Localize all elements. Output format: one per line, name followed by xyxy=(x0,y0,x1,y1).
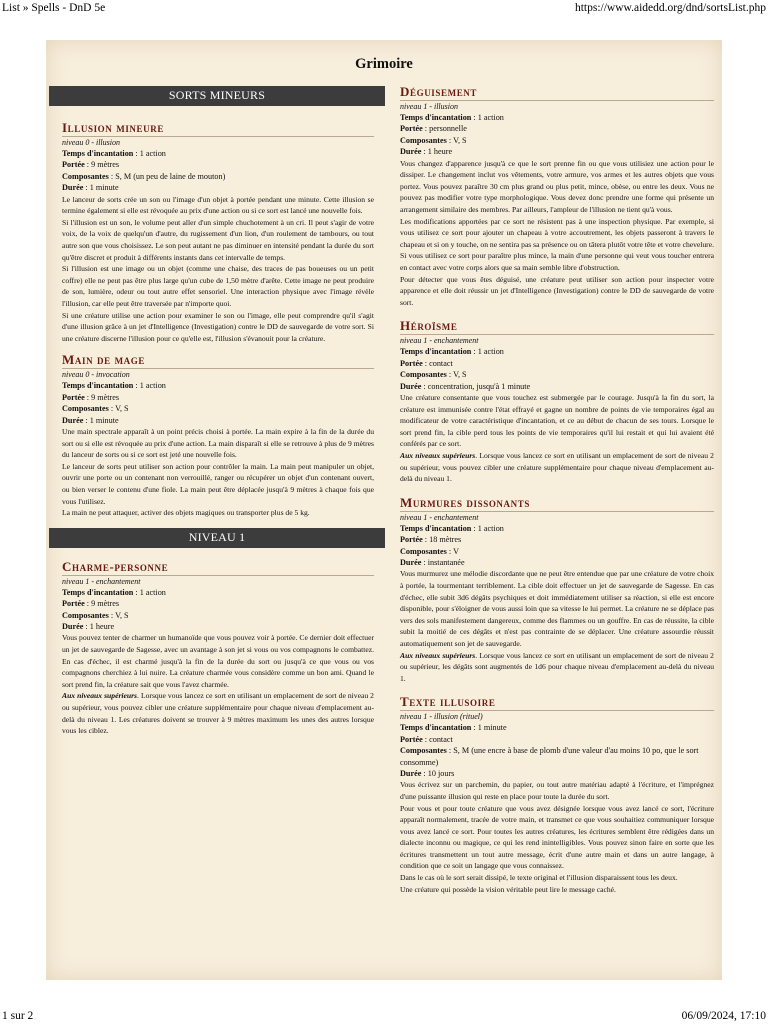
spell-description xyxy=(62,426,374,519)
print-footer xyxy=(0,1008,768,1024)
description-paragraph: Pour vous et pour toute créature que vous avez désignée lorsque vous avez lancé ce sort, l'écriture apparaît normalement, tracée de votre main, et transmet ce que vous souhaitiez communiquer lorsque vous avez lancé ce sort. Pour toutes les autres créatures, les écritures semblent être rédigées dans un dialecte inconnu ou magique, ce qui les rend inintelligibles. Vous pouvez sinon faire en sorte que les écritures transmettent un tout autre message, écrit d'une autre main et dans un autre langage, à condition que ce soit un langage que vous connaissez. xyxy=(400,803,714,871)
description-paragraph: Vous écrivez sur un parchemin, du papier, ou tout autre matériau adapté à l'écriture, et l'imprégnez d'une puissante illusion qui reste en place pour toute la durée du sort. xyxy=(400,780,714,801)
stat-label: Composantes xyxy=(62,171,109,181)
stat-label: Composantes xyxy=(400,370,447,380)
print-header-url: https://www.aidedd.org/dnd/sortsList.php xyxy=(574,2,766,14)
stat-value: V, S xyxy=(115,610,129,620)
stat-value: 1 minute xyxy=(89,415,119,425)
casting-time-row: Temps d'incantation : 1 action xyxy=(400,523,504,533)
casting-time-row: Temps d'incantation : 1 action xyxy=(62,149,166,158)
spell-name: Illusion mineure xyxy=(62,120,374,137)
description-paragraph: Vous murmurez une mélodie discordante que ne peut être entendue que par une créature de votre choix à portée, la tourmentant terriblement. La cible doit effectuer un jet de sauvegarde de Sagesse. En cas d'échec, elle subit 3d6 dégâts psychiques et doit immédiatement utiliser sa réaction, si elle est encore disponible, pour s'éloigner de vous aussi loin que sa vitesse le lui permet. La créature ne se déplace pas vers des sols manifestement dangereux, comme des flammes ou un gouffre. En cas de réussite, la cible subit la moitié de ces dégâts et n'est pas contrainte de se déplacer. Une créature assourdie réussit automatiquement son jet de sauvegarde. xyxy=(400,569,714,648)
stat-value: concentration, jusqu'à 1 minute xyxy=(427,381,531,391)
description-paragraph: Une créature qui possède la vision véritable peut lire le message caché. xyxy=(400,884,616,894)
spell-name: Charme-personne xyxy=(62,559,374,576)
spell-card-texte-illusoire xyxy=(400,694,714,895)
stat-value: S, M (un peu de laine de mouton) xyxy=(115,171,226,181)
higher-levels-paragraph xyxy=(62,690,374,736)
stat-value: 1 heure xyxy=(427,147,453,157)
components-row: Composantes : V xyxy=(400,546,460,556)
print-header xyxy=(0,0,768,16)
duration-row: Durée : 10 jours xyxy=(400,768,455,778)
higher-levels-text: . Lorsque vous lancez ce sort en utilisant un emplacement de sort de niveau 2 ou supérieur, vous pouvez cibler une créature supplémentaire pour chaque niveau d'emplacement au-delà du niveau 1. xyxy=(400,450,714,484)
stat-value: 1 action xyxy=(139,381,166,391)
higher-levels-text: . Lorsque vous lancez ce sort en utilisant un emplacement de sort de niveau 2 ou supérieur, vous pouvez cibler une créature supplémentaire pour chaque niveau d'emplacement au-delà du niveau 1. Les créatures doivent se trouver à 9 mètres maximum les unes des autres lorsque vous les ciblez. xyxy=(62,691,374,736)
stat-value: 1 action xyxy=(477,113,504,122)
print-header-title: List » Spells - DnD 5e xyxy=(2,2,106,14)
casting-time-row: Temps d'incantation : 1 action xyxy=(400,113,504,122)
components-row: Composantes : S, M (une encre à base de plomb d'une valeur d'au moins 10 po, que le sort consomme) xyxy=(400,746,699,767)
stat-label: Portée xyxy=(62,392,85,402)
stat-label: Composantes xyxy=(400,546,447,556)
description-paragraph: Si l'illusion est un son, le volume peut aller d'un simple chuchotement à un cri. Il peut s'agir de votre voix, de la voix de quelqu'un d'autre, du rugissement d'un lion, d'un roulement de tambours, ou tout autre son que vous choisissez. Le son peut autant ne pas diminuer en intensité pendant la durée du sort qu'être discret et produit à différents instants dans cet intervalle de temps. xyxy=(62,217,374,262)
spell-name: Déguisement xyxy=(400,84,714,101)
description-paragraph: Vous pouvez tenter de charmer un humanoïde que vous pouvez voir à portée. Ce dernier doit effectuer un jet de sauvegarde de Sagesse, avec un avantage à son jet si vous ou vos compagnons le combattez. En cas d'échec, il est charmé jusqu'à la fin de la durée du sort ou jusqu'à ce que vous ou vos compagnons cherchiez à lui nuire. La créature charmée vous considère comme un bon ami. Quand le sort prend fin, la créature sait que vous l'avez charmée. xyxy=(62,633,374,689)
higher-levels-text: . Lorsque vous lancez ce sort en utilisant un emplacement de sort de niveau 2 ou supérieur, les dégâts sont augmentés de 1d6 pour chaque niveau d'emplacement au-delà du niveau 1. xyxy=(400,650,714,683)
stat-value: 1 action xyxy=(477,523,504,533)
section-bar-cantrips: SORTS MINEURS xyxy=(49,86,385,106)
right-column xyxy=(400,84,714,895)
range-row: Portée : 18 mètres xyxy=(400,535,462,545)
left-column xyxy=(49,86,382,737)
stat-value: V xyxy=(453,546,460,556)
spell-description xyxy=(62,194,374,345)
stat-value: instantanée xyxy=(427,557,465,567)
duration-row: Durée : 1 heure xyxy=(62,621,115,631)
spell-level: niveau 0 - invocation xyxy=(62,370,130,380)
stat-label: Temps d'incantation xyxy=(400,723,472,733)
stat-value: V, S xyxy=(115,404,129,414)
duration-row: Durée : concentration, jusqu'à 1 minute xyxy=(400,381,531,391)
spell-name: Héroïsme xyxy=(400,318,714,335)
stat-label: Durée xyxy=(400,147,422,157)
stat-value: contact xyxy=(429,358,453,368)
stat-label: Temps d'incantation xyxy=(62,149,134,158)
range-row: Portée : contact xyxy=(400,358,453,368)
spell-description xyxy=(400,568,714,684)
spell-card-illusion-mineure xyxy=(49,120,382,344)
spell-description xyxy=(400,779,714,895)
stat-label: Durée xyxy=(400,557,422,567)
spell-description xyxy=(62,632,374,736)
description-paragraph: Vous changez d'apparence jusqu'à ce que le sort prenne fin ou que vous utilisiez une action pour le dissiper. Le changement inclut vos vêtements, votre armure, vos armes et les autres objets que vous portez. Vous pouvez paraître 30 cm plus grand ou plus petit, mince, obèse, ou entre les deux. Vous ne pouvez pas modifier votre type morphologique. Vous devez donc prendre une forme qui présente un arrangement similaire des membres. Par ailleurs, l'ampleur de l'illusion ne tient qu'à vous. xyxy=(400,158,714,214)
description-paragraph: Le lanceur de sorts peut utiliser son action pour contrôler la main. La main peut manipuler un objet, ouvrir une porte ou un contenant non verrouillé, ranger ou récupérer un objet d'un contenant ouvert, ou bien verser le contenu d'une fiole. La main peut être déplacée jusqu'à 9 mètres à chaque fois que vous l'utilisez. xyxy=(62,461,374,506)
spell-level: niveau 1 - enchantement xyxy=(62,576,141,586)
spell-description xyxy=(400,392,714,485)
components-row: Composantes : V, S xyxy=(400,370,467,380)
spell-level: niveau 0 - illusion xyxy=(62,138,120,147)
spell-card-heroisme xyxy=(400,318,714,484)
spell-card-murmures-dissonants xyxy=(400,495,714,685)
spell-card-deguisement xyxy=(400,84,714,308)
spell-name: Murmures dissonants xyxy=(400,495,714,512)
higher-levels-paragraph xyxy=(400,650,714,685)
stat-label: Temps d'incantation xyxy=(400,113,472,122)
stat-label: Composantes xyxy=(400,135,447,145)
stat-label: Composantes xyxy=(62,404,109,414)
section-bar-level1: NIVEAU 1 xyxy=(49,528,385,548)
duration-row: Durée : instantanée xyxy=(400,557,465,567)
components-row: Composantes : S, M (un peu de laine de mouton) xyxy=(62,171,226,181)
description-paragraph: Si l'illusion est une image ou un objet (comme une chaise, des traces de pas boueuses ou un petit coffre) elle ne peut pas être plus large qu'un cube de 1,50 mètre d'arête. Cette image ne peut produire de son, lumière, odeur ou tout autre effet sensoriel. Une interaction physique avec l'image révèle l'illusion, car elle peut être traversée par n'importe quoi. xyxy=(62,264,374,308)
range-row: Portée : personnelle xyxy=(400,124,467,134)
description-paragraph: Les modifications apportées par ce sort ne résistent pas à une inspection physique. Par exemple, si vous utilisez ce sort pour ajouter un chapeau à votre accoutrement, les objets passeront à travers le chapeau et si on y touche, on ne sentira pas sa présence ou on tâtera plutôt votre tête et votre chevelure. Si vous utilisez ce sort pour paraître plus mince, la main d'une personne qui veut vous toucher entrera en contact avec votre corps alors que sa main semble libre d'obstruction. xyxy=(400,216,714,272)
spell-name: Main de mage xyxy=(62,352,374,369)
duration-row: Durée : 1 minute xyxy=(62,183,119,193)
stat-label: Temps d'incantation xyxy=(400,523,472,533)
page-title: Grimoire xyxy=(355,56,413,72)
spell-level: niveau 1 - enchantement xyxy=(400,512,479,522)
spell-level: niveau 1 - enchantement xyxy=(400,336,479,346)
stat-label: Portée xyxy=(400,124,423,134)
stat-label: Durée xyxy=(400,768,422,778)
stat-value: 1 action xyxy=(139,587,166,597)
description-paragraph: Si une créature utilise une action pour examiner le son ou l'image, elle peut comprendre qu'il s'agit d'une illusion grâce à un jet d'Intelligence (Investigation) contre le DD de sauvegarde de votre sort. Si une créature discerne l'illusion pour ce qu'elle est, l'illusion s'évanouit pour la créature. xyxy=(62,310,374,343)
stat-label: Portée xyxy=(62,160,85,170)
range-row: Portée : 9 mètres xyxy=(62,599,120,609)
spell-card-charme-personne xyxy=(49,559,382,737)
stat-value: 9 mètres xyxy=(91,160,120,170)
stat-label: Durée xyxy=(62,415,84,425)
stat-value: 1 minute xyxy=(89,183,119,193)
description-paragraph: Une main spectrale apparaît à un point précis choisi à portée. La main expire à la fin de la durée du sort ou si elle est révoquée au prix d'une action. La main disparaît si elle se retrouve à plus de 9 mètres du lanceur de sorts ou si ce sort est jeté une nouvelle fois. xyxy=(62,426,374,460)
stat-label: Temps d'incantation xyxy=(400,347,472,357)
higher-levels-label: Aux niveaux supérieurs xyxy=(62,691,138,701)
casting-time-row: Temps d'incantation : 1 minute xyxy=(400,723,507,733)
description-paragraph: Le lanceur de sorts crée un son ou l'image d'un objet à portée pendant une minute. Cette illusion se termine également si elle est révoquée au prix d'une action ou si ce sort est lancé une nouvelle fois. xyxy=(62,194,374,216)
page-counter: 1 sur 2 xyxy=(2,1010,34,1022)
range-row: Portée : 9 mètres xyxy=(62,160,120,170)
stat-value: personnelle xyxy=(429,124,467,134)
stat-value: V, S xyxy=(453,135,467,145)
components-row: Composantes : V, S xyxy=(62,404,129,414)
stat-value: 9 mètres xyxy=(91,392,120,402)
components-row: Composantes : V, S xyxy=(62,610,129,620)
spell-level: niveau 1 - illusion xyxy=(400,102,458,111)
components-row: Composantes : V, S xyxy=(400,135,467,145)
print-datetime: 06/09/2024, 17:10 xyxy=(681,1010,766,1022)
spell-card-main-de-mage xyxy=(49,352,382,518)
stat-label: Portée xyxy=(62,599,85,609)
casting-time-row: Temps d'incantation : 1 action xyxy=(400,347,504,357)
stat-label: Composantes xyxy=(400,746,447,756)
casting-time-row: Temps d'incantation : 1 action xyxy=(62,381,166,391)
stat-label: Composantes xyxy=(62,610,109,620)
higher-levels-paragraph xyxy=(400,450,714,485)
spell-level: niveau 1 - illusion (rituel) xyxy=(400,712,483,722)
stat-label: Temps d'incantation xyxy=(62,587,134,597)
range-row: Portée : 9 mètres xyxy=(62,392,120,402)
stat-label: Durée xyxy=(62,621,84,631)
spell-name: Texte illusoire xyxy=(400,694,714,711)
casting-time-row: Temps d'incantation : 1 action xyxy=(62,587,166,597)
range-row: Portée : contact xyxy=(400,734,453,744)
description-paragraph: Une créature consentante que vous touchez est submergée par le courage. Jusqu'à la fin du sort, la créature est immunisée contre l'état effrayé et gagne un nombre de points de vie temporaires égal au modificateur de votre caractéristique d'incantation, et ce au début de chacun de ses tours. Lorsque le sort prend fin, la cible perd tous les points de vie temporaires qu'il lui restait et qui lui avaient été conférés par ce sort. xyxy=(400,392,714,449)
duration-row: Durée : 1 heure xyxy=(400,147,453,157)
stat-label: Temps d'incantation xyxy=(62,381,134,391)
grimoire-sheet xyxy=(46,40,722,980)
higher-levels-label: Aux niveaux supérieurs xyxy=(400,450,476,460)
description-paragraph: Pour détecter que vous êtes déguisé, une créature peut utiliser son action pour inspecter votre apparence et elle doit réussir un jet d'Intelligence (Investigation) contre le DD de sauvegarde de votre sort. xyxy=(400,274,714,307)
stat-label: Durée xyxy=(400,381,422,391)
stat-label: Portée xyxy=(400,734,423,744)
duration-row: Durée : 1 minute xyxy=(62,415,119,425)
stat-value: 10 jours xyxy=(427,768,455,778)
stat-value: 1 action xyxy=(477,347,504,357)
stat-value: 9 mètres xyxy=(91,599,120,609)
stat-value: 18 mètres xyxy=(429,535,462,545)
description-paragraph: La main ne peut attaquer, activer des objets magiques ou transporter plus de 5 kg. xyxy=(62,508,310,518)
stat-value: contact xyxy=(429,734,453,744)
stat-value: 1 action xyxy=(139,149,166,158)
stat-label: Portée xyxy=(400,358,423,368)
stat-value: S, M (une encre à base de plomb d'une valeur d'au moins 10 po, que le sort consomme) xyxy=(400,746,699,767)
stat-value: 1 heure xyxy=(89,621,115,631)
spell-description xyxy=(400,158,714,309)
higher-levels-label: Aux niveaux supérieurs xyxy=(400,650,476,660)
description-paragraph: Dans le cas où le sort serait dissipé, le texte original et l'illusion disparaissent tous les deux. xyxy=(400,873,678,883)
stat-label: Portée xyxy=(400,535,423,545)
stat-label: Durée xyxy=(62,183,84,193)
stat-value: V, S xyxy=(453,370,467,380)
stat-value: 1 minute xyxy=(477,723,507,733)
